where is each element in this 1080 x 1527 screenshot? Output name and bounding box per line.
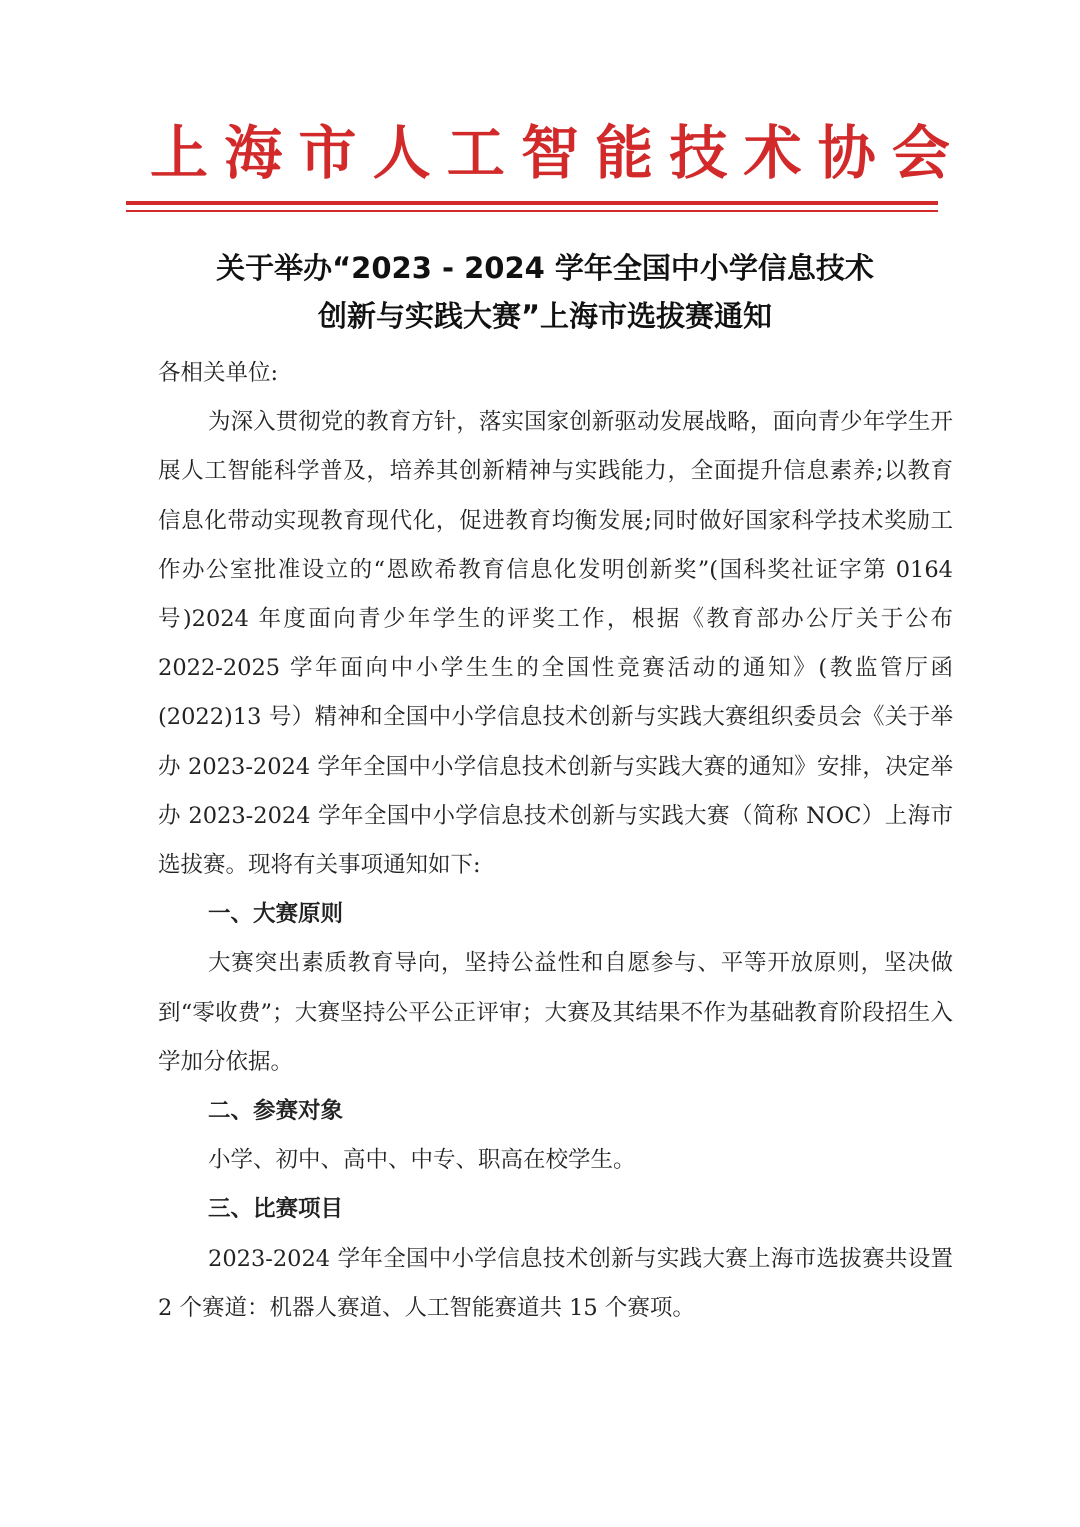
section-text-events: 2023-2024 学年全国中小学信息技术创新与实践大赛上海市选拔赛共设置 2 个赛道：机器人赛道、人工智能赛道共 15 个赛项。 (158, 1245, 953, 1321)
letterhead-char: 上 (150, 119, 209, 187)
letterhead-char: 工 (446, 119, 505, 187)
letterhead-divider-thick (126, 201, 938, 205)
section-heading-participants: 二、参赛对象 (208, 1098, 344, 1125)
letterhead-char: 市 (298, 119, 357, 187)
organization-letterhead (150, 108, 950, 188)
letterhead-char: 术 (743, 119, 802, 187)
title-line-2: 创新与实践大赛”上海市选拔赛通知 (317, 299, 773, 333)
section-text-principles: 大赛突出素质教育导向，坚持公益性和自愿参与、平等开放原则，坚决做到“零收费”；大赛坚持公平公正评审；大赛及其结果不作为基础教育阶段招生入学加分依据。 (158, 950, 953, 1075)
title-line-1: 关于举办“2023 - 2024 学年全国中小学信息技术 (216, 251, 874, 285)
letterhead-char: 人 (372, 119, 431, 187)
letterhead-divider-thin (126, 210, 938, 212)
section-heading-events: 三、比赛项目 (208, 1196, 344, 1223)
letterhead-char: 能 (595, 119, 654, 187)
letterhead-char: 海 (224, 119, 283, 187)
letterhead-char: 技 (669, 119, 728, 187)
section-text-participants: 小学、初中、高中、中专、职高在校学生。 (208, 1147, 636, 1174)
letterhead-char: 智 (520, 119, 579, 187)
salutation: 各相关单位: (158, 360, 279, 386)
section-heading-principles: 一、大赛原则 (208, 901, 344, 928)
letterhead-char: 协 (817, 119, 876, 187)
document-title (120, 244, 970, 340)
document-body (158, 349, 953, 1333)
letterhead-char: 会 (891, 119, 950, 187)
intro-paragraph: 为深入贯彻党的教育方针，落实国家创新驱动发展战略，面向青少年学生开展人工智能科学普及，培养其创新精神与实践能力，全面提升信息素养;以教育信息化带动实现教育现代化，促进教育均衡发展;同时做好国家科学技术奖励工作办公室批准设立的“恩欧希教育信息化发明创新奖”(国科奖社证字第 0164 号)2024 年度面向青少年学生的评奖工作，根据《教育部办公厅关于公布 2022-2025 学年面向中小学生生的全国性竞赛活动的通知》(教监管厅函(2022)13 号）精神和全国中小学信息技术创新与实践大赛组织委员会《关于举办 2023-2024 学年全国中小学信息技术创新与实践大赛的通知》安排，决定举办 2023-2024 学年全国中小学信息技术创新与实践大赛（简称 NOC）上海市选拔赛。现将有关事项通知如下: (158, 409, 953, 879)
